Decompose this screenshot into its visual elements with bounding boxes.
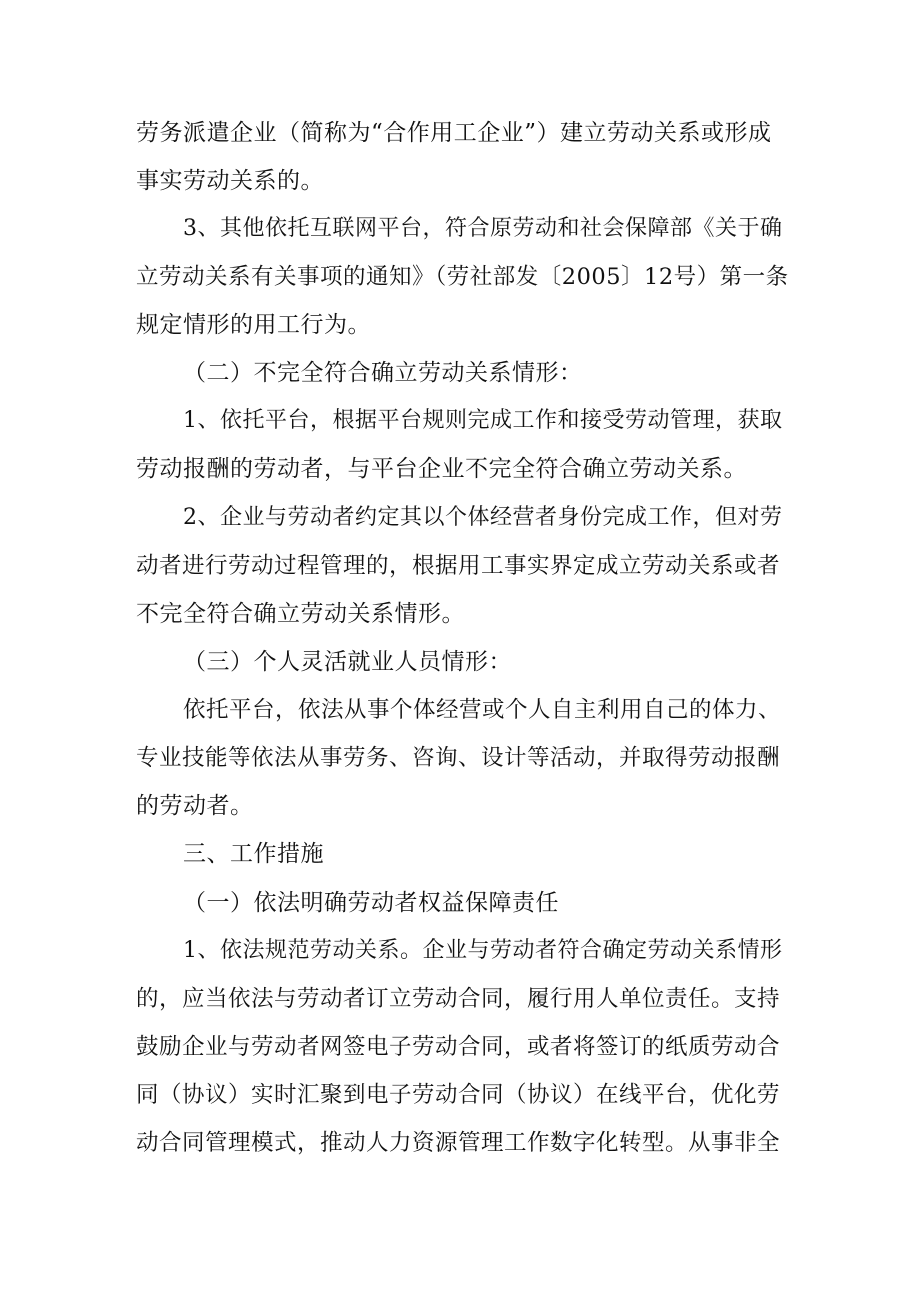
text-line: 专业技能等依法从事劳务、咨询、设计等活动，并取得劳动报酬 (136, 745, 781, 771)
text-line: 1、依法规范劳动关系。企业与劳动者符合确定劳动关系情形 (183, 938, 783, 963)
text-line: 的，应当依法与劳动者订立劳动合同，履行用人单位责任。支持 (136, 986, 781, 1012)
text-line: 同（协议）实时汇聚到电子劳动合同（协议）在线平台，优化劳 (136, 1082, 781, 1108)
text-line: 立劳动关系有关事项的通知》（劳社部发〔2005〕12号）第一条 (136, 264, 789, 290)
section-heading: （三）个人灵活就业人员情形： (183, 649, 512, 675)
text-line: 劳动报酬的劳动者，与平台企业不完全符合确立劳动关系。 (136, 456, 747, 482)
text-line: 鼓励企业与劳动者网签电子劳动合同，或者将签订的纸质劳动合 (136, 1034, 781, 1060)
section-heading: （二）不完全符合确立劳动关系情形： (183, 360, 583, 386)
section-heading: （一）依法明确劳动者权益保障责任 (183, 890, 559, 916)
text-line: 3、其他依托互联网平台，符合原劳动和社会保障部《关于确 (183, 216, 783, 241)
text-line: 的劳动者。 (136, 793, 254, 819)
text-line: 1、依托平台，根据平台规则完成工作和接受劳动管理，获取 (183, 408, 783, 433)
text-line: 依托平台，依法从事个体经营或个人自主利用自己的体力、 (183, 697, 782, 723)
text-line: 事实劳动关系的。 (136, 168, 324, 194)
text-line: 2、企业与劳动者约定其以个体经营者身份完成工作，但对劳 (183, 505, 783, 530)
text-line: 规定情形的用工行为。 (136, 312, 371, 338)
text-line: 不完全符合确立劳动关系情形。 (136, 601, 465, 627)
section-heading: 三、工作措施 (183, 841, 324, 867)
text-line: 动合同管理模式，推动人力资源管理工作数字化转型。从事非全 (136, 1130, 781, 1156)
text-line: 劳务派遣企业（简称为“合作用工企业”）建立劳动关系或形成 (136, 120, 772, 146)
text-line: 动者进行劳动过程管理的，根据用工事实界定成立劳动关系或者 (136, 553, 781, 579)
